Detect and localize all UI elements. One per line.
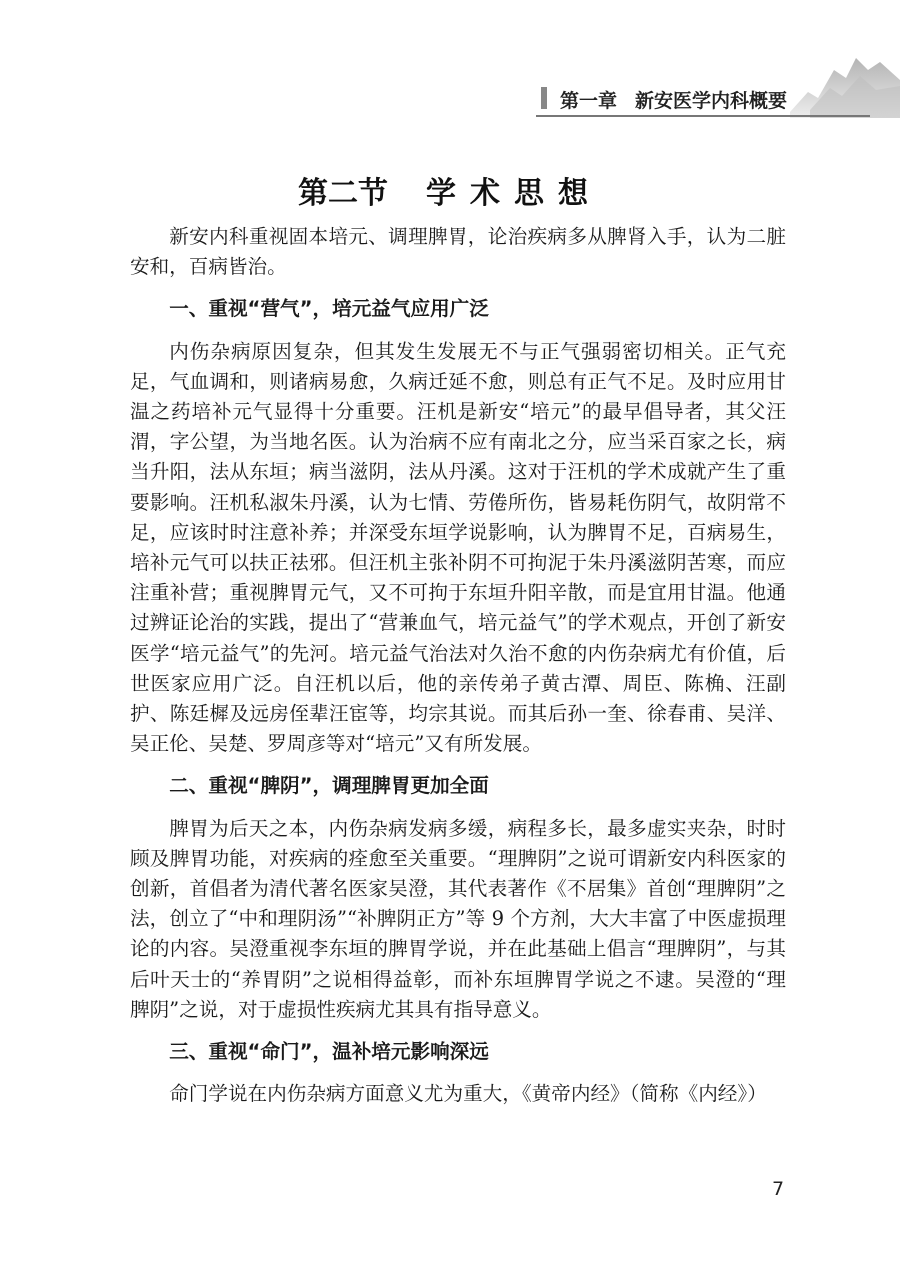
header-chapter-title (560, 86, 787, 113)
section-topic: 学术思想 (426, 176, 602, 211)
page-number: 7 (772, 1178, 785, 1200)
header-rule (536, 115, 870, 117)
section-title (0, 168, 900, 212)
subsection-heading-1: 一、重视“营气”，培元益气应用广泛 (169, 297, 489, 321)
header-chapter-number: 第一章 (560, 90, 618, 112)
mountain-ink-decoration (790, 40, 900, 118)
header-accent-bar (541, 87, 547, 109)
header-chapter-name: 新安医学内科概要 (635, 90, 788, 112)
subsection-heading-3: 三、重视“命门”，温补培元影响深远 (169, 1040, 489, 1064)
subsection-heading-2: 二、重视“脾阴”，调理脾胃更加全面 (169, 774, 489, 798)
subsection-paragraph-2: 脾胃为后天之本，内伤杂病发病多缓，病程多长，最多虚实夹杂，时时顾及脾胃功能，对疾病的痊愈至关重要。“理脾阴”之说可谓新安内科医家的创新，首倡者为清代著名医家吴澄，其代表著作《不居集》首创“理脾阴”之法，创立了“中和理阴汤”“补脾阴正方”等 9 个方剂，大大丰富了中医虚损理论的内容。吴澄重视李东垣的脾胃学说，并在此基础上倡言“理脾阴”，与其后叶天士的“养胃阴”之说相得益彰，而补东垣脾胃学说之不逮。吴澄的“理脾阴”之说，对于虚损性疾病尤其具有指导意义。 (130, 816, 786, 1021)
body-text (130, 222, 786, 1109)
intro-paragraph: 新安内科重视固本培元、调理脾胃，论治疾病多从脾肾入手，认为二脏安和，百病皆治。 (130, 225, 786, 279)
subsection-paragraph-1: 内伤杂病原因复杂，但其发生发展无不与正气强弱密切相关。正气充足，气血调和，则诸病易愈，久病迁延不愈，则总有正气不足。及时应用甘温之药培补元气显得十分重要。汪机是新安“培元”的最早倡导者，其父汪渭，字公望，为当地名医。认为治病不应有南北之分，应当采百家之长，病当升阳，法从东垣；病当滋阴，法从丹溪。这对于汪机的学术成就产生了重要影响。汪机私淑朱丹溪，认为七情、劳倦所伤，皆易耗伤阴气，故阴常不足，应该时时注意补养；并深受东垣学说影响，认为脾胃不足，百病易生，培补元气可以扶正祛邪。但汪机主张补阴不可拘泥于朱丹溪滋阴苦寒，而应注重补营；重视脾胃元气，又不可拘于东垣升阳辛散，而是宜用甘温。他通过辨证论治的实践，提出了“营兼血气，培元益气”的学术观点，开创了新安医学“培元益气”的先河。培元益气治法对久治不愈的内伤杂病尤有价值，后世医家应用广泛。自汪机以后，他的亲传弟子黄古潭、周臣、陈桷、汪副护、陈廷樨及远房侄辈汪宦等，均宗其说。而其后孙一奎、徐春甫、吴洋、吴正伦、吴楚、罗周彦等对“培元”又有所发展。 (130, 339, 786, 756)
running-header (0, 0, 900, 120)
section-number: 第二节 (298, 176, 388, 211)
subsection-paragraph-3: 命门学说在内伤杂病方面意义尤为重大，《黄帝内经》（简称《内经》） (169, 1082, 767, 1106)
